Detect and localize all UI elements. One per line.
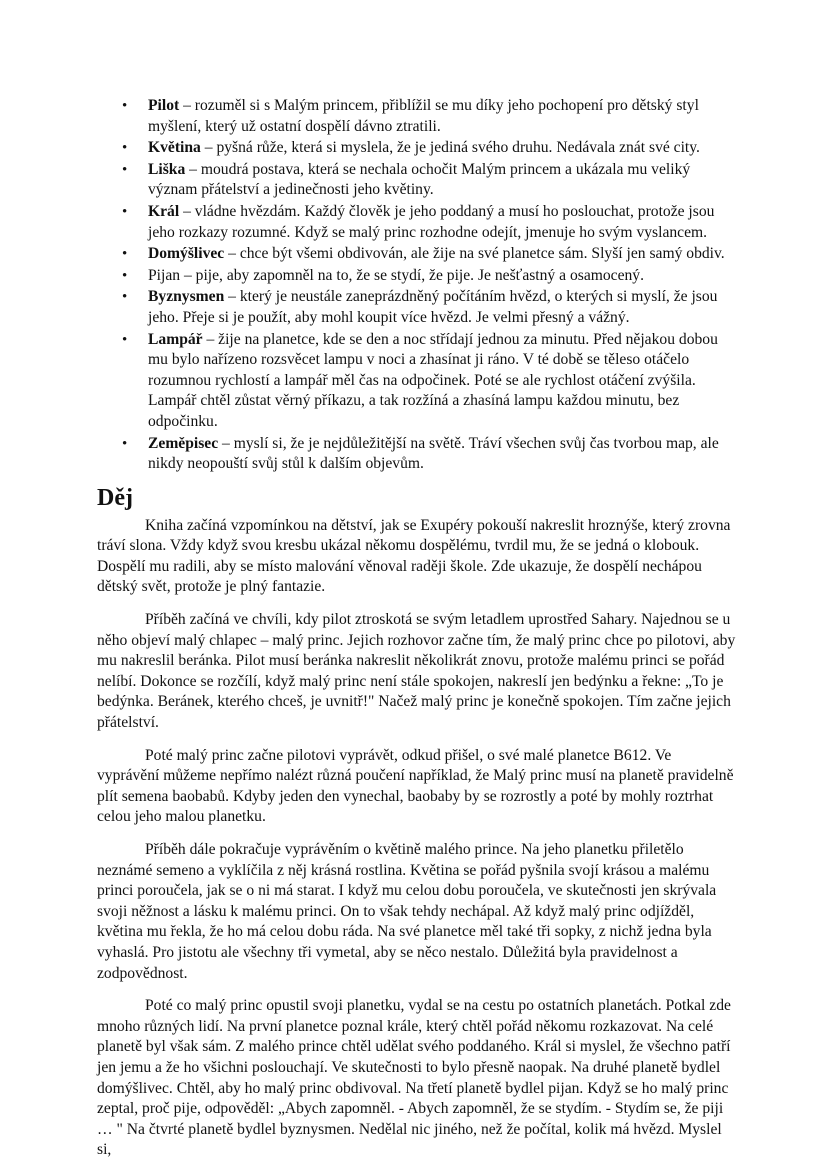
character-name: Pijan	[148, 266, 181, 284]
character-name: Král	[148, 202, 180, 220]
character-description: – který je neustále zaneprázdněný počítáním hvězd, o kterých si myslí, že jsou jeho. Přeje si je použít, aby mohl koupit více hvězd. Je velmi přesný a vážný.	[148, 288, 718, 326]
bullet-icon: •	[122, 246, 128, 263]
character-description: – vládne hvězdám. Každý člověk je jeho poddaný a musí ho poslouchat, protože jsou jeho rozkazy rozumné. Když se malý princ rozhodne odejít, jmenuje ho svým vyslancem.	[148, 202, 715, 241]
character-description: – pyšná růže, která si myslela, že je jediná svého druhu. Nedávala znát své city.	[200, 139, 700, 157]
character-name: Zeměpisec	[148, 434, 219, 452]
list-item	[97, 244, 737, 265]
character-name: Lampář	[148, 330, 203, 348]
section-heading: Děj	[97, 484, 133, 511]
document-page	[97, 96, 737, 1173]
character-name: Byznysmen	[148, 288, 225, 306]
character-description: – chce být všemi obdivován, ale žije na své planetce sám. Slyší jen samý obdiv.	[224, 245, 725, 263]
bullet-icon: •	[122, 435, 128, 452]
bullet-icon: •	[122, 331, 128, 348]
list-item	[97, 160, 737, 201]
character-description: – myslí si, že je nejdůležitější na světě. Tráví všechen svůj čas tvorbou map, ale nikdy neopouští svůj stůl k dalším objevům.	[148, 434, 719, 473]
character-description: – rozuměl si s Malým princem, přiblížil se mu díky jeho pochopení pro dětský styl myšlení, který už ostatní dospělí dávno ztratili.	[148, 97, 699, 135]
list-item	[97, 266, 737, 287]
bullet-icon: •	[122, 289, 128, 306]
bullet-icon: •	[122, 203, 128, 220]
list-item	[97, 138, 737, 159]
character-description: – žije na planetce, kde se den a noc střídají jednou za minutu. Před nějakou dobou mu bylo nařízeno rozsvěcet lampu v noci a zhasínat ji ráno. V té době se těleso otáčelo rozumnou rychlostí a lampář měl čas na odpočinek. Poté se ale rychlost otáčení zvýšila. Lampář chtěl zůstat věrný příkazu, a tak rozžíná a zhasíná lampu každou minutu, bez odpočinku.	[148, 330, 718, 430]
bullet-icon: •	[122, 140, 128, 157]
paragraph: Poté co malý princ opustil svoji planetku, vydal se na cestu po ostatních planetách. Potkal zde mnoho různých lidí. Na první planetce poznal krále, který chtěl pořád někomu rozkazovat. Na celé planetě byl však sám. Z malého prince chtěl udělat svého poddaného. Král si myslel, že všechno patří jen jemu a že ho všichni poslouchají. Ve skutečnosti to bylo přesně naopak. Na druhé planetě bydlel domýšlivec. Chtěl, aby ho malý princ obdivoval. Na třetí planetě bydlel pijan. Když se ho malý princ zeptal, proč pije, odpověděl: „Abych zapomněl. - Abych zapomněl, že se stydím. - Stydím se, že piji … " Na čtvrté planetě bydlel byznysmen. Nedělal nic jiného, než že počítal, kolik má hvězd. Myslel si,	[97, 997, 731, 1159]
character-list	[97, 96, 737, 475]
character-name: Pilot	[148, 97, 180, 114]
list-item	[97, 330, 737, 433]
list-item	[97, 96, 737, 137]
list-item	[97, 434, 737, 475]
paragraph: Příběh začíná ve chvíli, kdy pilot ztroskotá se svým letadlem uprostřed Sahary. Najednou se u něho objeví malý chlapec – malý princ. Jejich rozhovor začne tím, že malý princ chce po pilotovi, aby mu nakreslil beránka. Pilot musí beránka nakreslit několikrát znovu, protože malému princi se pořád nelíbí. Dokonce se rozčílí, když malý princ není stále spokojen, nakreslí jen bedýnku a řekne: „To je bedýnka. Beránek, kterého chceš, je uvnitř!" Načež malý princ je konečně spokojen. Tím začne jejich přátelství.	[97, 611, 736, 732]
list-item	[97, 202, 737, 243]
paragraph: Kniha začíná vzpomínkou na dětství, jak se Exupéry pokouší nakreslit hroznýše, který zrovna tráví slona. Vždy když svou kresbu ukázal někomu dospělému, tvrdil mu, že se jedná o klobouk. Dospělí mu radili, aby se místo malování věnoval raději škole. Zde ukazuje, že dospělí nechápou dětský svět, protože je plný fantazie.	[97, 516, 731, 596]
bullet-icon: •	[122, 267, 128, 284]
paragraph: Příběh dále pokračuje vyprávěním o květině malého prince. Na jeho planetku přiletělo neznámé semeno a vyklíčila z něj krásná rostlina. Květina se pořád pyšnila svojí krásou a malému princi poroučela, jak se o ni má starat. I když mu celou dobu poroučela, ve skutečnosti jen skrývala svoji něžnost a lásku k malému princi. On to však tehdy nechápal. Až když malý princ odjížděl, květina mu řekla, že ho má celou dobu ráda. Na své planetce měl také tři sopky, z nichž jedna byla vyhaslá. Pro jistotu ale všechny tři vymetal, aby se něco nestalo. Důležitá byla pravidelnost a zodpovědnost.	[97, 841, 717, 982]
character-name: Domýšlivec	[148, 245, 225, 263]
character-name: Květina	[148, 139, 201, 157]
list-item	[97, 287, 737, 328]
character-description: – pije, aby zapomněl na to, že se stydí, že pije. Je nešťastný a osamocený.	[180, 266, 644, 284]
character-description: – moudrá postava, která se nechala ochočit Malým princem a ukázala mu veliký význam přátelství a jedinečnosti jeho květiny.	[148, 160, 691, 199]
character-name: Liška	[148, 160, 186, 178]
bullet-icon: •	[122, 98, 128, 114]
paragraph: Poté malý princ začne pilotovi vyprávět, odkud přišel, o své malé planetce B612. Ve vyprávění můžeme nepřímo nalézt různá poučení například, že Malý princ musí na planetě pravidelně plít semena baobabů. Kdyby jeden den vynechal, baobaby by se rozrostly a poté by mohly roztrhat celou jeho malou planetku.	[97, 746, 734, 826]
bullet-icon: •	[122, 161, 128, 178]
